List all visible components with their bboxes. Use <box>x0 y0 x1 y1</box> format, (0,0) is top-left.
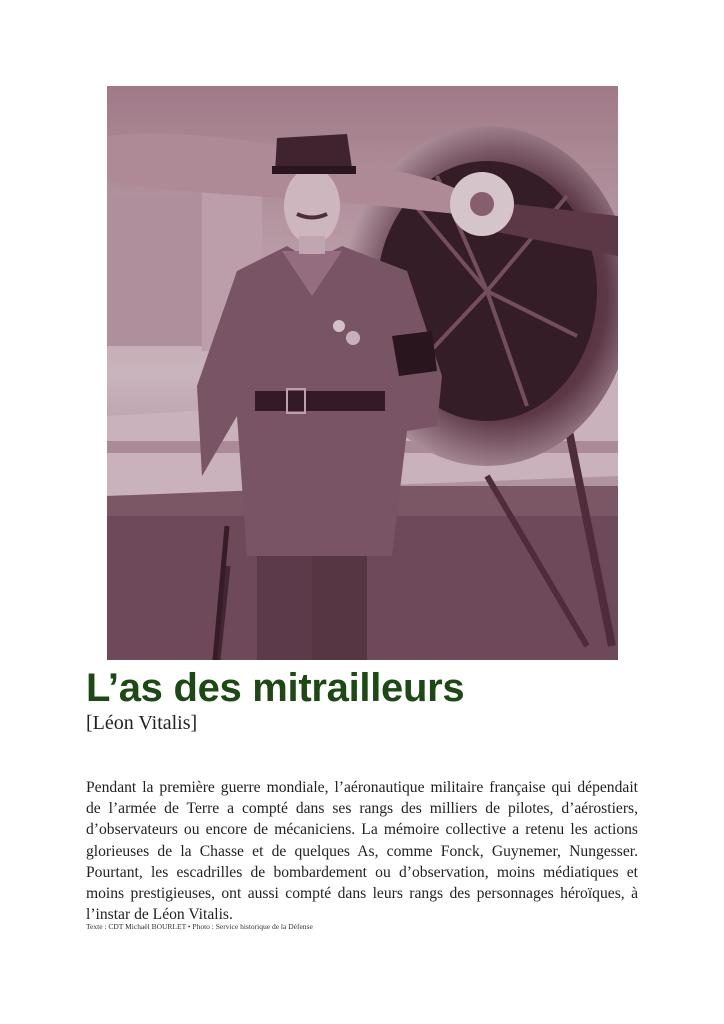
photo-officer-biplane <box>107 86 618 660</box>
photo-credit: Texte : CDT Michaël BOURLET • Photo : Service historique de la Défense <box>86 922 313 931</box>
article-body: Pendant la première guerre mondiale, l’aéronautique militaire française qui dépendait de l’armée de Terre a compté dans ses rangs des milliers de pilotes, d’aérostiers, d’observateurs ou encore de mécaniciens. La mémoire collective a retenu les actions glorieuses de la Chasse et de quelques As, comme Fonck, Guynemer, Nungesser. Pourtant, les escadrilles de bombardement ou d’observation, moins médiatiques et moins prestigieuses, ont aussi compté dans leurs rangs des personnages héroïques, à l’instar de Léon Vitalis. <box>86 779 638 924</box>
article-title: L’as des mitrailleurs <box>86 666 465 710</box>
article-subtitle: [Léon Vitalis] <box>86 712 198 734</box>
photo-illustration <box>107 86 618 660</box>
